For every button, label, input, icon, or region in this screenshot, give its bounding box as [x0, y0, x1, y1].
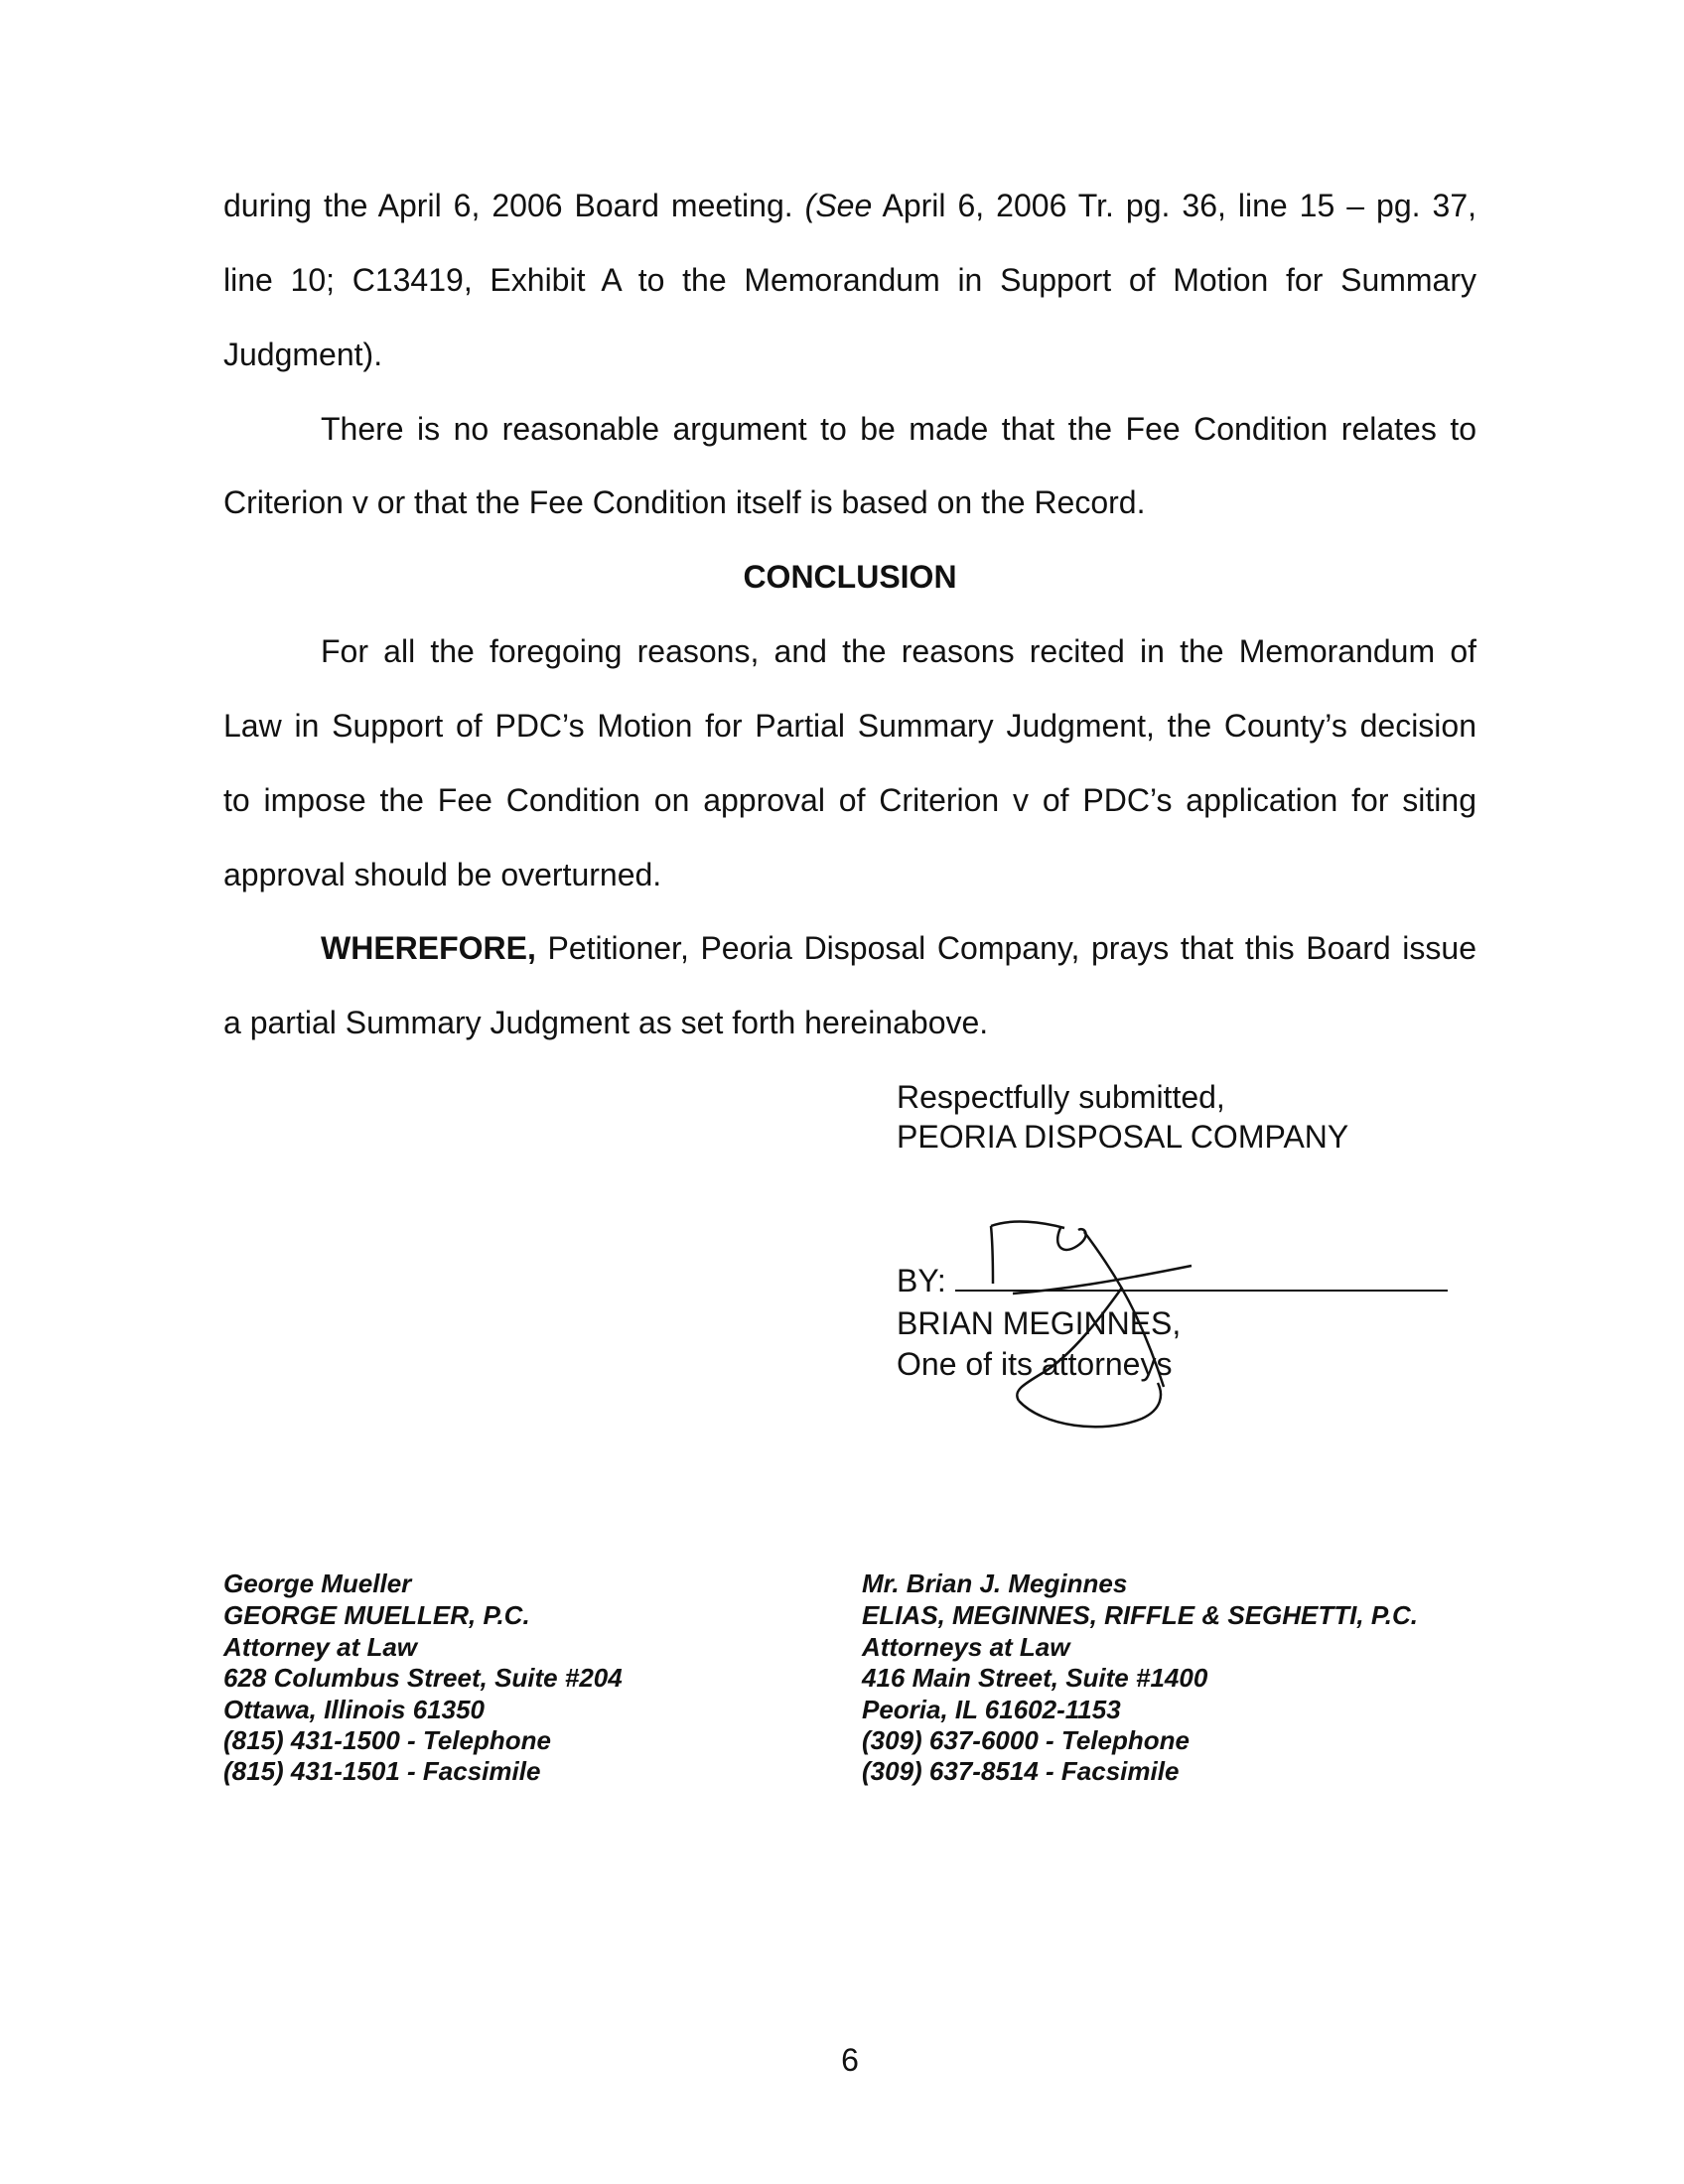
contact-left-line: (815) 431-1500 - Telephone: [223, 1725, 551, 1755]
text-run: April 6, 2006 Tr. pg. 36, line 15 – pg. 37,: [882, 188, 1476, 223]
contact-left-line: Attorney at Law: [223, 1632, 418, 1662]
contact-left-line: George Mueller: [223, 1569, 412, 1598]
paragraph-3-line-2: Law in Support of PDC’s Motion for Partial Summary Judgment, the County’s decision: [223, 708, 1476, 744]
contact-right-line: Mr. Brian J. Meginnes: [862, 1569, 1128, 1598]
contact-right-line: Attorneys at Law: [862, 1632, 1070, 1662]
contact-left-line: 628 Columbus Street, Suite #204: [223, 1663, 623, 1693]
contact-left-line: Ottawa, Illinois 61350: [223, 1695, 485, 1724]
signature-company: PEORIA DISPOSAL COMPANY: [897, 1119, 1349, 1155]
contact-left-line: (815) 431-1501 - Facsimile: [223, 1756, 541, 1786]
paragraph-1-line-2: line 10; C13419, Exhibit A to the Memorandum in Support of Motion for Summary: [223, 262, 1476, 298]
contact-right-line: (309) 637-8514 - Facsimile: [862, 1756, 1180, 1786]
paragraph-1-line-1: [223, 186, 1476, 225]
signature-closing: Respectfully submitted,: [897, 1079, 1225, 1115]
contact-right-line: ELIAS, MEGINNES, RIFFLE & SEGHETTI, P.C.: [862, 1600, 1419, 1630]
handwritten-signature: [953, 1206, 1211, 1444]
text-run: Petitioner, Peoria Disposal Company, prays that this Board issue: [547, 930, 1476, 966]
paragraph-1-line-3: Judgment).: [223, 337, 383, 372]
signature-role: One of its attorneys: [897, 1346, 1173, 1382]
paragraph-4-line-1: [321, 928, 1476, 968]
paragraph-2-line-1: There is no reasonable argument to be made that the Fee Condition relates to: [321, 411, 1476, 447]
paragraph-2-line-2: Criterion v or that the Fee Condition itself is based on the Record.: [223, 484, 1146, 520]
paragraph-3-line-3: to impose the Fee Condition on approval of Criterion v of PDC’s application for siting: [223, 782, 1476, 818]
paragraph-3-line-1: For all the foregoing reasons, and the reasons recited in the Memorandum of: [321, 633, 1476, 669]
wherefore-bold: WHEREFORE,: [321, 930, 536, 966]
page-number: 6: [841, 2042, 859, 2078]
section-heading: CONCLUSION: [743, 559, 957, 595]
contact-right-line: (309) 637-6000 - Telephone: [862, 1725, 1190, 1755]
signature-signer-name: BRIAN MEGINNES,: [897, 1305, 1182, 1341]
text-run: during the April 6, 2006 Board meeting.: [223, 188, 793, 223]
see-signal: (See: [804, 188, 873, 223]
contact-left-line: GEORGE MUELLER, P.C.: [223, 1600, 530, 1630]
contact-right-line: Peoria, IL 61602-1153: [862, 1695, 1121, 1724]
signature-by-label: BY:: [897, 1263, 946, 1298]
contact-right-line: 416 Main Street, Suite #1400: [862, 1663, 1208, 1693]
paragraph-4-line-2: a partial Summary Judgment as set forth hereinabove.: [223, 1005, 989, 1040]
paragraph-3-line-4: approval should be overturned.: [223, 857, 662, 892]
